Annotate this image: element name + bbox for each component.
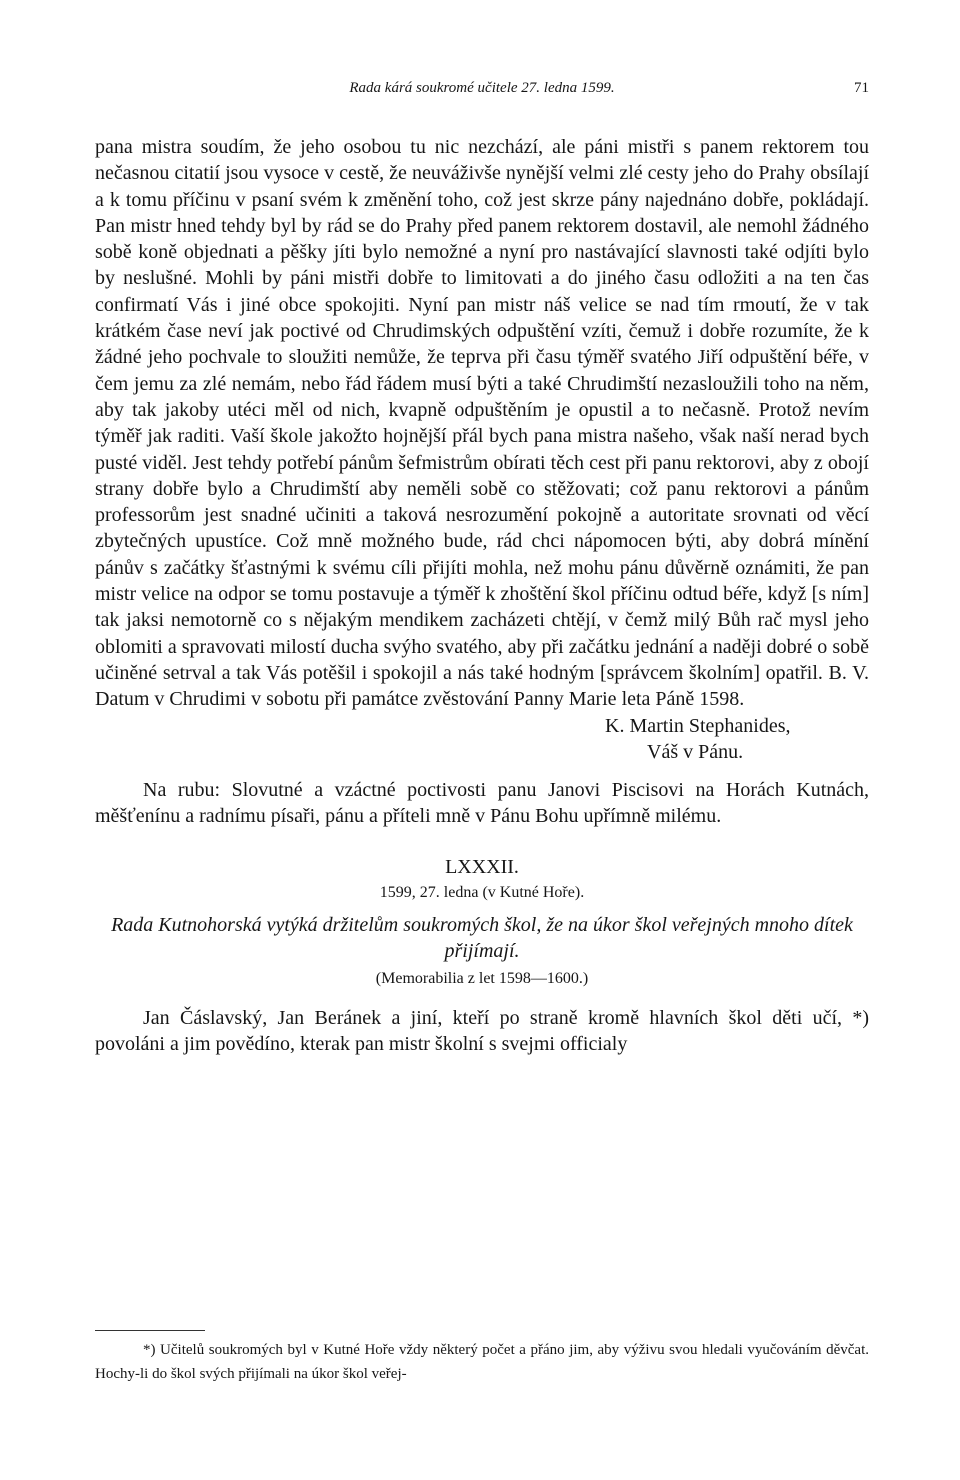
running-title: Rada kárá soukromé učitele 27. ledna 1599. [349,80,615,96]
letter-paragraph: pana mistra soudím, že jeho osobou tu nic nezchází, ale páni mistři s panem rektorem tou nečasnou citatií jsou vysoce v cestě, že neuváživše nynější velmi zlé cesty jeho do Prahy obsílají a k tomu příčinu v psaní svém k změnění toho, což jest skrze pány najednáno dobře, pokládají. Pan mistr hned tehdy byl by rád se do Prahy před panem rektorem dostavil, ale nemohl žádného sobě koně objednati a pěšky jíti bylo nemožné a nyní pro nastávající slavnosti také odjíti bylo by neslušné. Mohli by páni mistři dobře to limitovati a do jiného času odložiti a na ten čas confirmatí Vás i jiné obce spokojiti. Nyní pan mistr náš velice se nad tím rmoutí, že v tak krátkém čase neví jak poctivé od Chrudimských odpuštění vzíti, čemuž i dobře rozumíte, že k žádné jeho pochvale to sloužiti nemůže, že teprva při času týměř svatého Jiří odpuštění béře, v čem jemu za zlé nemám, nebo řád řádem musí býti a také Chrudimští nezasloužili toho na něm, aby tak jakoby utéci měl od nich, kvapně odpuštěním je opustil a to nečasně. Protož nevím týměř jak raditi. Vaší škole jakožto hojnější přál bych pana mistra našeho, však naší nerad bych pusté viděl. Jest tehdy potřebí pánům šefmistrům obírati těch cest při panu rektorovi, aby z obojí strany dobře bylo a Chrudimští aby neměli sobě co stěžovati; což panu rektorovi a pánům professorům jest snadné učiniti a taková nesrozumění pokojně a autoritate srovnati od věcí zbytečných upustíce. Což mně možného bude, rád chci nápomocen býti, aby dobrá mínění pánův s začátky šťastnými k svému cíli přijíti mohla, než mohu pánu důvěrně oznámiti, že pan mistr velice na odpor se tomu postavuje a týměř k zhoštění škol příčinu odtud béře, když [s ním] tak jaksi nemotorně co s nějakým mendikem zacházeti chtějí, v čemž milý Bůh rač mysl jeho oblomiti a spravovati milostí ducha svýho svatého, aby při začátku jednání a naději dobré o sobě učiněné setrval a tak Vás potěšil i spokojil a nás také hodným [správcem školním] opatřil. B. V. Datum v Chrudimi v sobotu při památce zvěstování Panny Marie leta Páně 1598. [95,136,869,711]
address-paragraph: Na rubu: Slovutné a vzáctné poctivosti panu Janovi Piscisovi na Horách Kutnách, měšťenínu a radnímu písaři, pánu a příteli mně v Pánu Bohu upřímně milému. [95,779,869,828]
page-header [95,80,869,104]
footnote-divider [95,1330,205,1331]
document-number: LXXXII. [445,855,519,878]
signature-closing: Váš v Pánu. [647,740,744,763]
document-subject: Rada Kutnohorská vytýká držitelům soukromých škol, že na úkor škol veřejných mnoho dítek přijímají. [111,914,853,963]
signature-name: K. Martin Stephanides, [605,714,791,737]
document-opening-text: Jan Čáslavský, Jan Beránek a jiní, kteří po straně kromě hlavních škol děti učí, *) povoláni a jim povědíno, kterak pan mistr školní s svejmi officialy [95,1006,869,1055]
document-date-place: 1599, 27. ledna (v Kutné Hoře). [379,884,585,902]
footnote: *) Učitelů soukromých byl v Kutné Hoře vždy některý počet a přáno jim, aby výživu svou hledali vyučováním děvčat. Hochy-li do škol svých přijímali na úkor škol veřej- [95,1342,869,1382]
document-source: (Memorabilia z let 1598—1600.) [375,970,589,988]
page-number: 71 [854,80,869,96]
main-text [95,134,869,1057]
